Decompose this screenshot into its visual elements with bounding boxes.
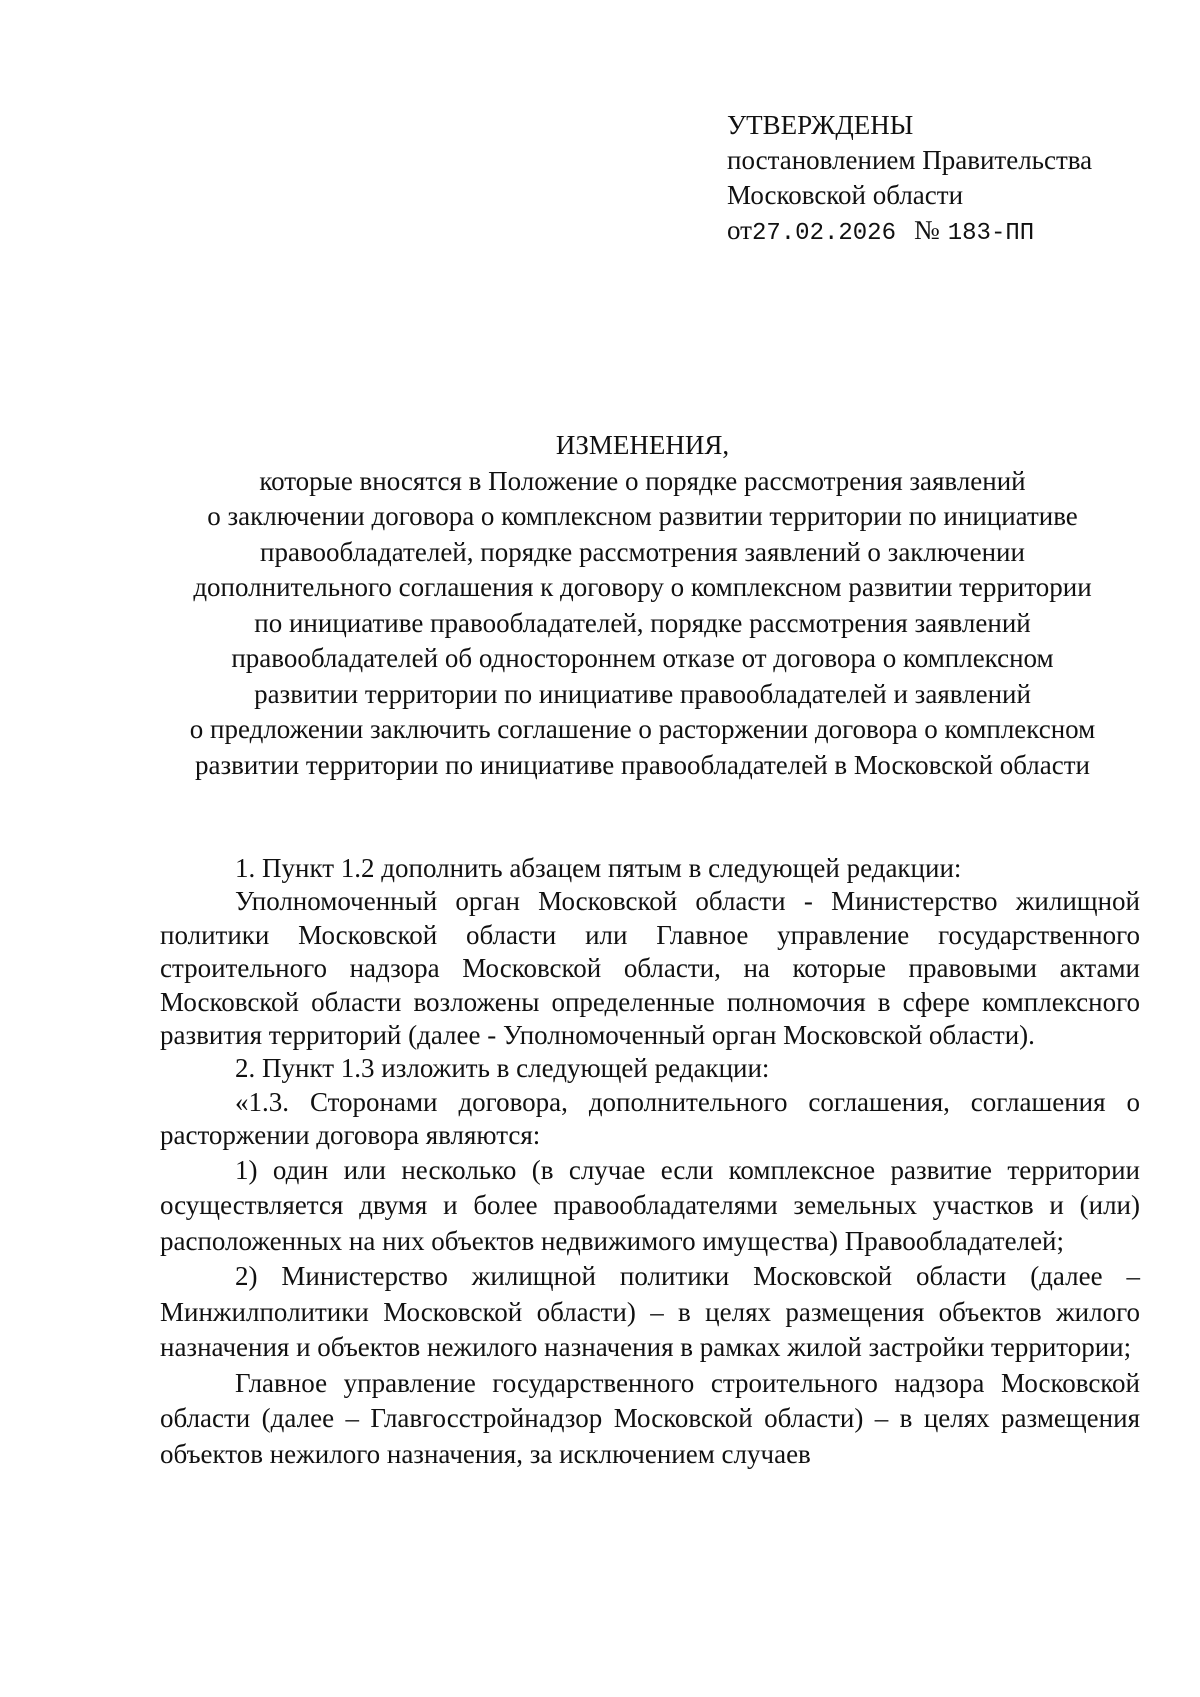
body-paragraph: «1.3. Сторонами договора, дополнительного соглашения, соглашения о расторжении договора являются:	[160, 1086, 1140, 1151]
title-line: развитии территории по инициативе правообладателей и заявлений	[254, 678, 1031, 709]
approval-date-line	[727, 213, 1092, 251]
body-paragraph: Главное управление государственного строительного надзора Московской области (далее – Главгосстройнадзор Московской области) – в целях размещения объектов нежилого назначения, за исключением случаев	[160, 1367, 1140, 1469]
approval-block	[727, 108, 1092, 251]
approval-number: 183-ПП	[947, 220, 1035, 247]
document-body	[160, 852, 1140, 1472]
title-line: о заключении договора о комплексном развитии территории по инициативе	[207, 501, 1078, 531]
body-paragraph: 1) один или несколько (в случае если комплексное развитие территории осуществляется двумя и более правообладателями земельных участков и (или) расположенных на них объектов недвижимого имущества) Правообладателей;	[160, 1154, 1140, 1256]
document-title	[160, 428, 1125, 783]
number-sign: №	[913, 215, 940, 245]
body-paragraph: 1. Пункт 1.2 дополнить абзацем пятым в следующей редакции:	[235, 853, 962, 883]
title-line: о предложении заключить соглашение о расторжении договора о комплексном	[189, 714, 1096, 744]
approval-issuer-line: постановлением Правительства	[727, 145, 1093, 175]
title-heading: ИЗМЕНЕНИЯ,	[555, 430, 730, 460]
title-line: правообладателей об одностороннем отказе от договора о комплексном	[231, 643, 1054, 673]
title-line: развитии территории по инициативе правообладателей в Московской области	[195, 749, 1090, 780]
approval-heading: УТВЕРЖДЕНЫ	[727, 110, 914, 140]
date-prefix: от	[727, 215, 752, 245]
body-paragraph: 2. Пункт 1.3 изложить в следующей редакции:	[235, 1053, 770, 1084]
title-line: дополнительного соглашения к договору о комплексном развитии территории	[193, 572, 1092, 602]
approval-region-line: Московской области	[727, 180, 964, 210]
body-paragraph: 2) Министерство жилищной политики Московской области (далее – Минжилполитики Московской области) – в целях размещения объектов жилого назначения и объектов нежилого назначения в рамках жилой застройки территории;	[160, 1261, 1140, 1363]
title-line: правообладателей, порядке рассмотрения заявлений о заключении	[260, 536, 1025, 567]
title-line: которые вносятся в Положение о порядке рассмотрения заявлений	[259, 465, 1026, 496]
title-line: по инициативе правообладателей, порядке рассмотрения заявлений	[254, 607, 1031, 638]
body-paragraph: Уполномоченный орган Московской области - Министерство жилищной политики Московской области или Главное управление государственного строительного надзора Московской области, на которые правовыми актами Московской области возложены определенные полномочия в сфере комплексного развития территорий (далее - Уполномоченный орган Московской области).	[160, 886, 1140, 1051]
approval-date: 27.02.2026	[751, 220, 896, 247]
